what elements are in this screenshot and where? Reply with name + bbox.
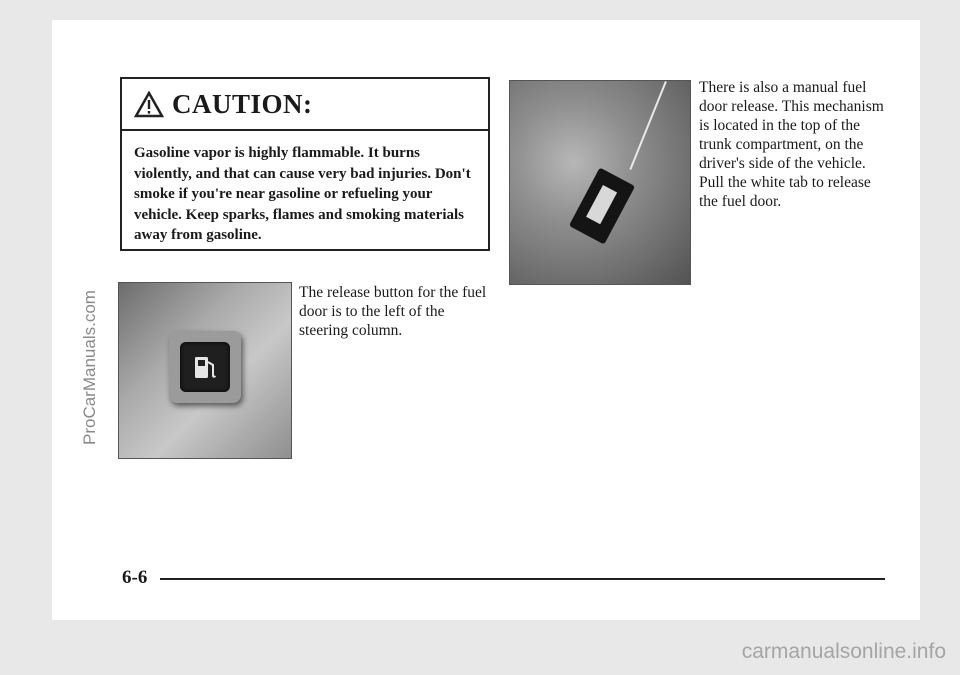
caution-title: CAUTION: <box>172 88 313 119</box>
fuel-door-release-tab <box>569 167 635 244</box>
caution-box <box>120 77 490 251</box>
side-watermark: ProCarManuals.com <box>80 290 99 445</box>
caution-text: Gasoline vapor is highly flammable. It burns violently, and that can cause very bad injuries. Don't smoke if you're near gasoline or refueling your vehicle. Keep sparks, flames and smoking materials away from gasoline. <box>134 145 471 243</box>
fuel-door-button-photo <box>118 282 292 459</box>
page-number: 6-6 <box>122 567 148 588</box>
release-cable <box>629 81 666 170</box>
fuel-pump-icon <box>190 352 220 382</box>
footer-rule <box>160 578 885 580</box>
trunk-release-tab-photo <box>509 80 691 285</box>
caution-header <box>122 79 488 131</box>
tab-label <box>586 185 617 224</box>
switch-bezel <box>169 331 241 403</box>
warning-triangle-icon <box>134 91 164 118</box>
manual-release-text: There is also a manual fuel door release. This mechanism is located in the top of the trunk compartment, on the driver's side of the vehicle. Pull the white tab to release the fuel door. <box>699 79 884 210</box>
release-button-text: The release button for the fuel door is to the left of the steering column. <box>299 284 487 339</box>
bottom-watermark: carmanualsonline.info <box>741 640 946 663</box>
fuel-door-release-button <box>180 342 230 392</box>
